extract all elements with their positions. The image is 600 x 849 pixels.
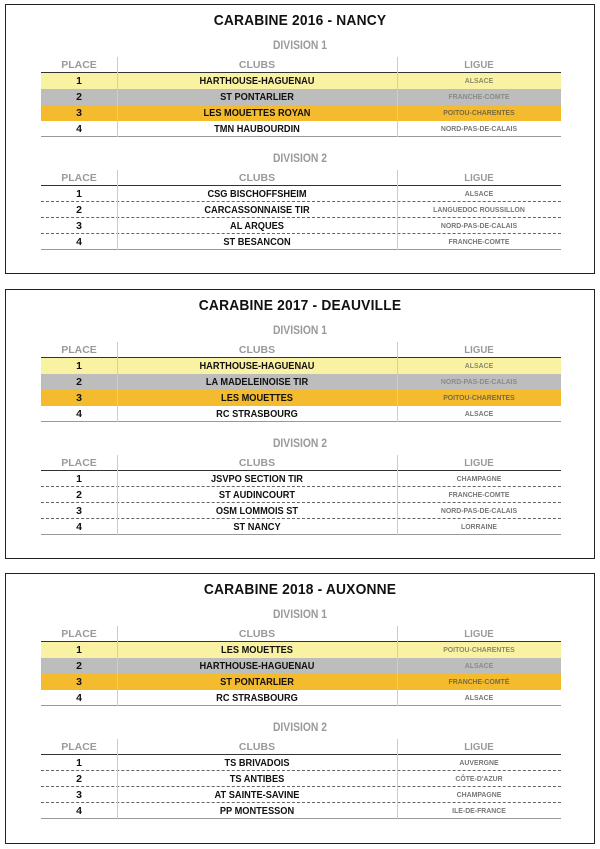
place-cell: 1 <box>76 473 82 485</box>
league-cell: FRANCHE-COMTE <box>448 92 510 101</box>
column-divider <box>397 503 398 519</box>
column-divider <box>397 234 398 250</box>
club-cell: LA MADELEINOISE TIR <box>205 376 309 388</box>
place-cell: 4 <box>76 521 82 533</box>
table-row <box>41 390 561 406</box>
place-cell: 2 <box>76 376 82 388</box>
column-divider <box>117 342 118 358</box>
column-divider <box>397 89 398 105</box>
table-row <box>41 503 561 519</box>
column-divider <box>397 186 398 202</box>
place-cell: 1 <box>76 75 82 87</box>
place-cell: 4 <box>76 236 82 248</box>
place-cell: 4 <box>76 692 82 704</box>
table-row <box>41 642 561 658</box>
column-divider <box>397 455 398 471</box>
league-cell: NORD-PAS-DE-CALAIS <box>440 221 518 230</box>
header-clubs: CLUBS <box>238 628 276 640</box>
club-cell: CSG BISCHOFFSHEIM <box>207 188 307 200</box>
column-divider <box>397 787 398 803</box>
column-divider <box>397 755 398 771</box>
column-divider <box>117 487 118 503</box>
club-cell: ST PONTARLIER <box>220 91 294 103</box>
place-cell: 2 <box>76 773 82 785</box>
column-divider <box>117 690 118 706</box>
column-divider <box>117 658 118 674</box>
league-cell: ILE-DE-FRANCE <box>452 806 506 815</box>
header-clubs: CLUBS <box>238 172 276 184</box>
column-divider <box>117 406 118 422</box>
league-cell: CHAMPAGNE <box>456 790 502 799</box>
table-row <box>41 121 561 137</box>
league-cell: ALSACE <box>464 189 494 198</box>
table-header <box>41 626 561 642</box>
table-row <box>41 105 561 121</box>
club-cell: OSM LOMMOIS ST <box>215 505 299 517</box>
column-divider <box>117 234 118 250</box>
column-divider <box>397 57 398 73</box>
header-league: LIGUE <box>464 172 494 184</box>
club-cell: RC STRASBOURG <box>216 692 298 704</box>
league-cell: NORD-PAS-DE-CALAIS <box>440 506 518 515</box>
header-clubs: CLUBS <box>238 344 276 356</box>
club-cell: TS ANTIBES <box>229 773 285 785</box>
league-cell: ALSACE <box>464 693 494 702</box>
division-title: DIVISION 2 <box>272 722 328 734</box>
competition-title: CARABINE 2016 - NANCY <box>213 12 387 29</box>
column-divider <box>397 358 398 374</box>
league-cell: ALSACE <box>464 76 494 85</box>
club-cell: JSVPO SECTION TIR <box>211 473 303 485</box>
league-cell: FRANCHE-COMTE <box>448 237 510 246</box>
header-place: PLACE <box>61 344 97 356</box>
table-row <box>41 218 561 234</box>
column-divider <box>117 626 118 642</box>
league-cell: CHAMPAGNE <box>456 474 502 483</box>
column-divider <box>117 674 118 690</box>
column-divider <box>397 674 398 690</box>
column-divider <box>397 626 398 642</box>
division-title: DIVISION 1 <box>272 40 328 52</box>
table-header <box>41 170 561 186</box>
club-cell: ST PONTARLIER <box>220 676 294 688</box>
table-header <box>41 342 561 358</box>
table-row <box>41 519 561 535</box>
table-row <box>41 73 561 89</box>
column-divider <box>117 170 118 186</box>
column-divider <box>117 519 118 535</box>
league-cell: ALSACE <box>464 661 494 670</box>
column-divider <box>397 342 398 358</box>
column-divider <box>117 739 118 755</box>
column-divider <box>117 455 118 471</box>
league-cell: NORD-PAS-DE-CALAIS <box>440 124 518 133</box>
division-title: DIVISION 2 <box>272 438 328 450</box>
table-row <box>41 771 561 787</box>
league-cell: FRANCHE-COMTÉ <box>448 677 510 686</box>
column-divider <box>397 73 398 89</box>
table-row <box>41 787 561 803</box>
table-row <box>41 234 561 250</box>
league-cell: POITOU-CHARENTES <box>443 645 515 654</box>
table-row <box>41 803 561 819</box>
column-divider <box>397 771 398 787</box>
club-cell: TMN HAUBOURDIN <box>214 123 300 135</box>
header-clubs: CLUBS <box>238 457 276 469</box>
place-cell: 3 <box>76 392 82 404</box>
place-cell: 1 <box>76 188 82 200</box>
column-divider <box>117 57 118 73</box>
header-league: LIGUE <box>464 741 494 753</box>
results-table <box>41 57 561 137</box>
results-table <box>41 626 561 706</box>
header-clubs: CLUBS <box>238 741 276 753</box>
column-divider <box>397 487 398 503</box>
place-cell: 1 <box>76 644 82 656</box>
column-divider <box>117 803 118 819</box>
column-divider <box>397 690 398 706</box>
column-divider <box>397 642 398 658</box>
table-row <box>41 755 561 771</box>
club-cell: PP MONTESSON <box>219 805 295 817</box>
place-cell: 4 <box>76 408 82 420</box>
table-row <box>41 406 561 422</box>
header-league: LIGUE <box>464 457 494 469</box>
club-cell: LES MOUETTES ROYAN <box>203 107 311 119</box>
table-row <box>41 374 561 390</box>
league-cell: POITOU-CHARENTES <box>443 108 515 117</box>
column-divider <box>117 105 118 121</box>
table-header <box>41 455 561 471</box>
league-cell: LANGUEDOC ROUSSILLON <box>433 205 525 214</box>
column-divider <box>117 202 118 218</box>
column-divider <box>117 89 118 105</box>
place-cell: 2 <box>76 91 82 103</box>
header-league: LIGUE <box>464 344 494 356</box>
league-cell: AUVERGNE <box>459 758 499 767</box>
column-divider <box>397 121 398 137</box>
place-cell: 4 <box>76 123 82 135</box>
club-cell: ST NANCY <box>233 521 281 533</box>
column-divider <box>397 202 398 218</box>
column-divider <box>117 186 118 202</box>
competition-panel <box>5 289 595 559</box>
column-divider <box>397 374 398 390</box>
competition-title: CARABINE 2017 - DEAUVILLE <box>198 297 402 314</box>
league-cell: NORD-PAS-DE-CALAIS <box>440 377 518 386</box>
results-table <box>41 170 561 250</box>
header-place: PLACE <box>61 172 97 184</box>
club-cell: RC STRASBOURG <box>216 408 298 420</box>
column-divider <box>397 471 398 487</box>
competition-panel <box>5 573 595 844</box>
column-divider <box>397 519 398 535</box>
club-cell: ST BESANCON <box>223 236 291 248</box>
table-row <box>41 471 561 487</box>
place-cell: 3 <box>76 505 82 517</box>
column-divider <box>117 787 118 803</box>
column-divider <box>117 121 118 137</box>
column-divider <box>117 771 118 787</box>
table-row <box>41 674 561 690</box>
table-row <box>41 89 561 105</box>
place-cell: 3 <box>76 676 82 688</box>
league-cell: LORRAINE <box>460 522 498 531</box>
table-header <box>41 57 561 73</box>
table-row <box>41 186 561 202</box>
table-row <box>41 690 561 706</box>
header-league: LIGUE <box>464 59 494 71</box>
table-header <box>41 739 561 755</box>
column-divider <box>117 755 118 771</box>
competition-title: CARABINE 2018 - AUXONNE <box>203 581 397 598</box>
column-divider <box>117 73 118 89</box>
header-place: PLACE <box>61 59 97 71</box>
column-divider <box>397 739 398 755</box>
results-table <box>41 739 561 819</box>
column-divider <box>117 390 118 406</box>
club-cell: AL ARQUES <box>230 220 284 232</box>
results-table <box>41 455 561 535</box>
column-divider <box>397 170 398 186</box>
place-cell: 2 <box>76 660 82 672</box>
league-cell: FRANCHE-COMTE <box>448 490 510 499</box>
column-divider <box>397 406 398 422</box>
column-divider <box>117 374 118 390</box>
club-cell: HARTHOUSE-HAGUENAU <box>199 660 315 672</box>
column-divider <box>117 642 118 658</box>
header-place: PLACE <box>61 741 97 753</box>
division-title: DIVISION 1 <box>272 609 328 621</box>
header-clubs: CLUBS <box>238 59 276 71</box>
club-cell: LES MOUETTES <box>221 644 293 656</box>
column-divider <box>117 471 118 487</box>
table-row <box>41 358 561 374</box>
results-table <box>41 342 561 422</box>
column-divider <box>397 390 398 406</box>
place-cell: 2 <box>76 204 82 216</box>
place-cell: 3 <box>76 789 82 801</box>
club-cell: LES MOUETTES <box>221 392 293 404</box>
league-cell: ALSACE <box>464 409 494 418</box>
column-divider <box>397 105 398 121</box>
division-title: DIVISION 2 <box>272 153 328 165</box>
column-divider <box>117 503 118 519</box>
column-divider <box>397 658 398 674</box>
table-row <box>41 658 561 674</box>
header-league: LIGUE <box>464 628 494 640</box>
place-cell: 3 <box>76 107 82 119</box>
column-divider <box>397 218 398 234</box>
header-place: PLACE <box>61 457 97 469</box>
table-row <box>41 487 561 503</box>
club-cell: ST AUDINCOURT <box>218 489 296 501</box>
club-cell: CARCASSONNAISE TIR <box>204 204 310 216</box>
place-cell: 4 <box>76 805 82 817</box>
header-place: PLACE <box>61 628 97 640</box>
place-cell: 1 <box>76 360 82 372</box>
club-cell: HARTHOUSE-HAGUENAU <box>199 75 315 87</box>
league-cell: POITOU-CHARENTES <box>443 393 515 402</box>
club-cell: TS BRIVADOIS <box>224 757 290 769</box>
column-divider <box>117 358 118 374</box>
division-title: DIVISION 1 <box>272 325 328 337</box>
league-cell: ALSACE <box>464 361 494 370</box>
club-cell: HARTHOUSE-HAGUENAU <box>199 360 315 372</box>
place-cell: 3 <box>76 220 82 232</box>
column-divider <box>397 803 398 819</box>
place-cell: 2 <box>76 489 82 501</box>
club-cell: AT SAINTE-SAVINE <box>214 789 300 801</box>
place-cell: 1 <box>76 757 82 769</box>
competition-panel <box>5 4 595 274</box>
table-row <box>41 202 561 218</box>
column-divider <box>117 218 118 234</box>
league-cell: CÔTE-D'AZUR <box>455 774 503 783</box>
